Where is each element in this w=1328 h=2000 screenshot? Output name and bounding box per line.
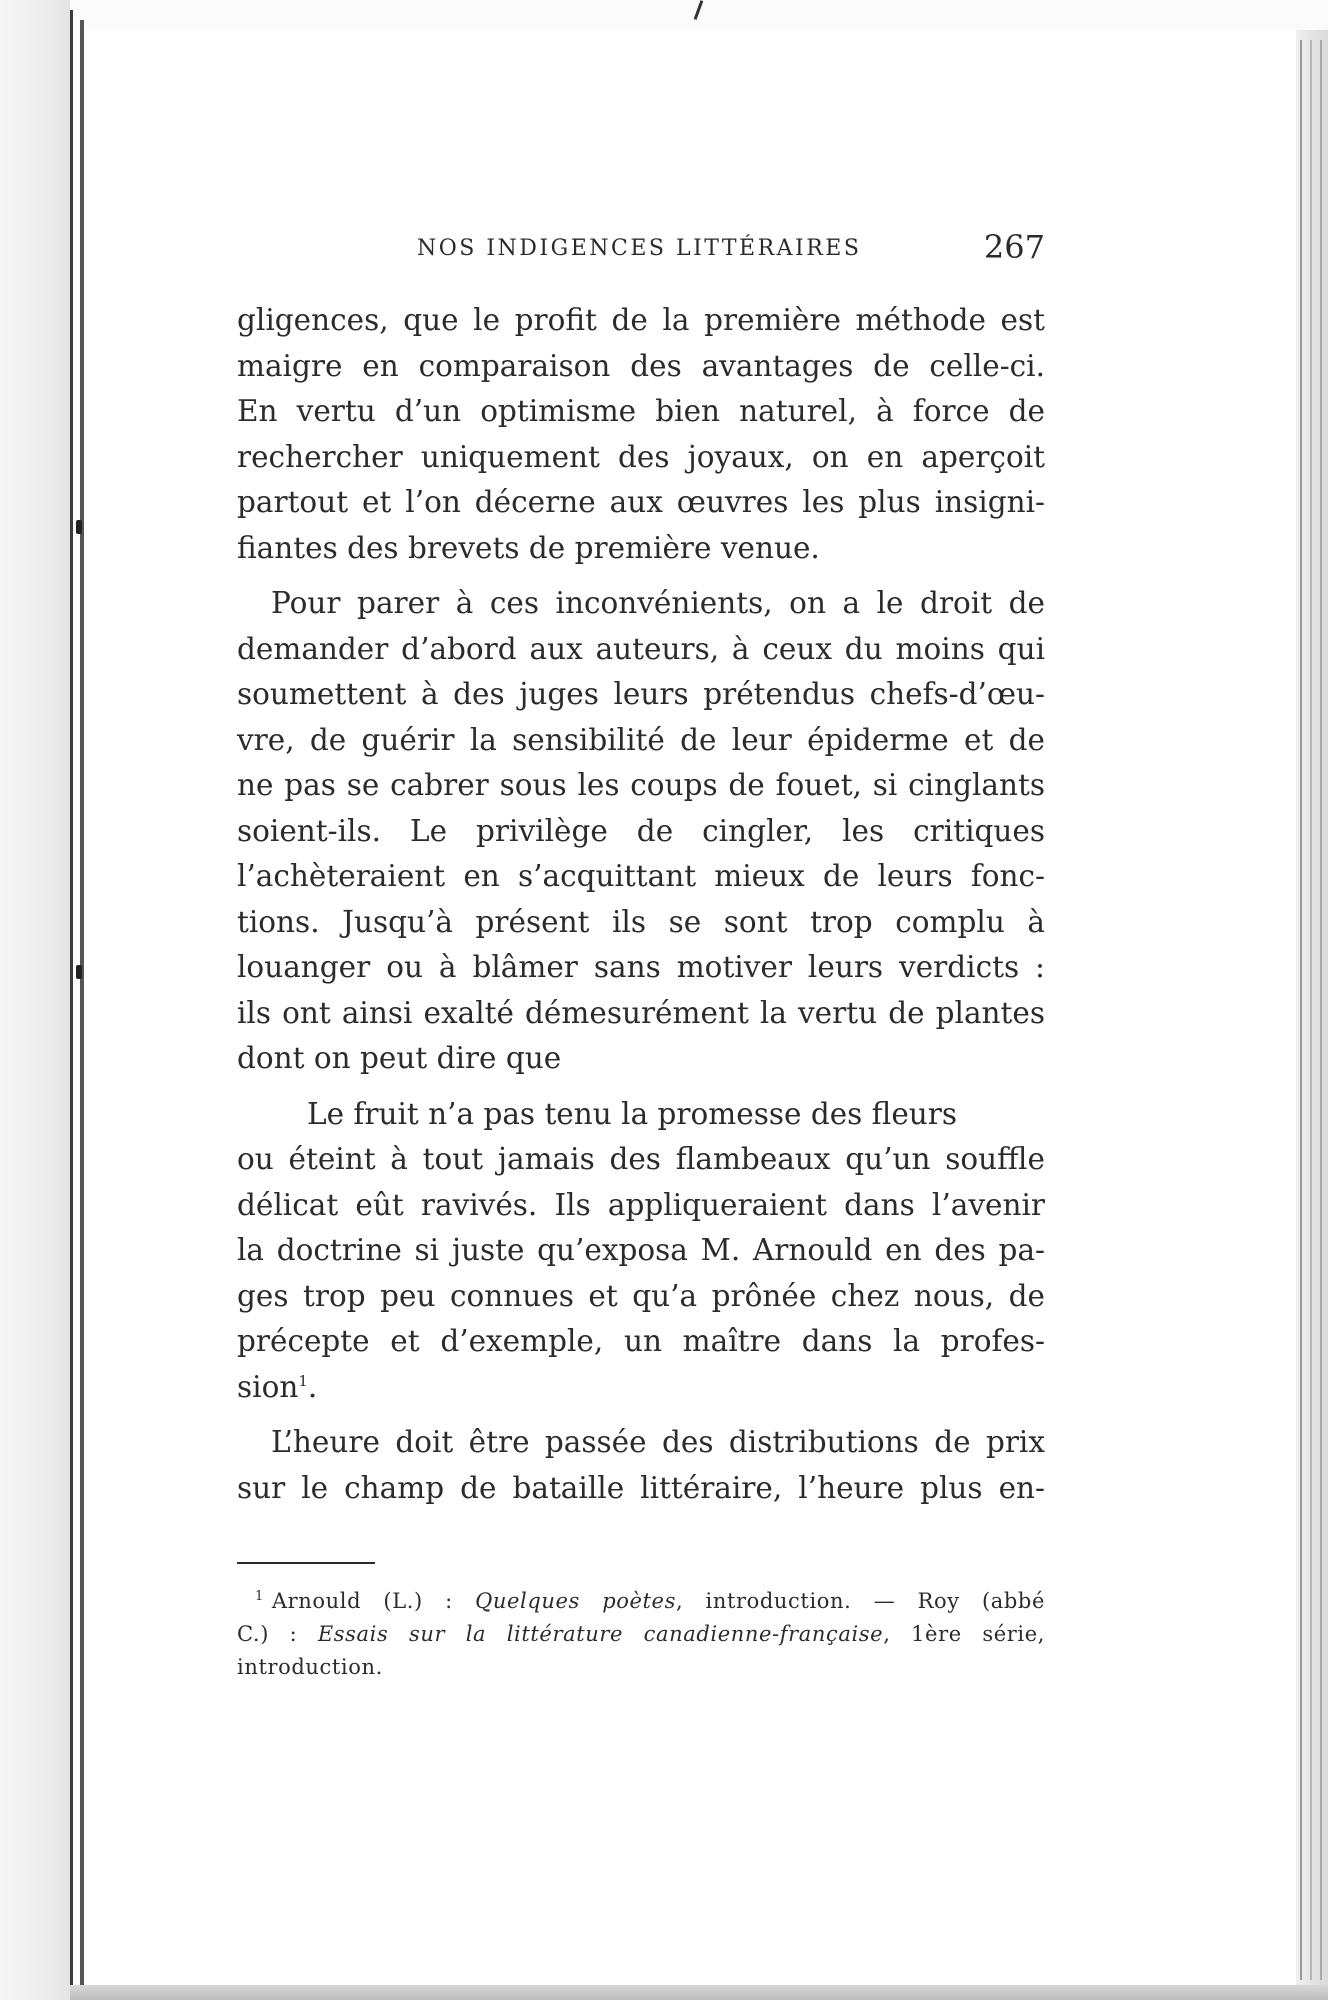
text-line: maigre en comparaison des avantages de celle-ci. [237,348,1045,383]
footnote-text: , introduction. — Roy (abbé [675,1589,1046,1613]
footnote-author: C.) : [237,1622,318,1646]
text-line: rechercher uniquement des joyaux, on en aperçoit [237,439,1045,474]
text-line: soient-ils. Le privilège de cingler, les critiques [237,813,1045,848]
text-line: l’achèteraient en s’acquittant mieux de leurs fonc- [237,859,1045,893]
text-line: gligences, que le profit de la première méthode est [237,303,1045,337]
binding-mark [76,520,82,534]
body-text [237,298,1045,1511]
text-line: fiantes des brevets de première venue. [237,530,820,565]
paragraph [237,581,1045,1082]
text-line: Pour parer à ces inconvénients, on a le droit de [271,586,1045,620]
text-line: ils ont ainsi exalté démesurément la vertu de plantes [237,995,1045,1030]
footnote-line [237,1618,1045,1651]
footnote-title: Essais sur la littérature canadienne-française [317,1622,884,1646]
text-line: ne pas se cabrer sous les coups de fouet, si cinglants [237,768,1045,802]
text-line: tions. Jusqu’à présent ils se sont trop complu à [237,904,1045,939]
verse-quotation: Le fruit n’a pas tenu la promesse des fleurs [307,1096,958,1131]
footnote-line [237,1580,1045,1618]
page-edge-line [1310,40,1312,1980]
footnote-title: Quelques poètes [475,1589,676,1613]
text-fragment: sion [237,1369,299,1404]
text-line: ges trop peu connues et qu’a prônée chez nous, de [237,1278,1045,1313]
footnote-reference: 1 [298,1371,308,1390]
text-line: En vertu d’un optimisme bien naturel, à force de [237,394,1045,428]
page-edge-line [1300,40,1302,1980]
text-fragment: . [307,1369,318,1404]
text-line: la doctrine si juste qu’exposa M. Arnould en des pa- [237,1233,1045,1267]
page-bottom-edge [70,1985,1328,2000]
footnote-text: , 1ère série, [883,1622,1045,1646]
text-line: louanger ou à blâmer sans motiver leurs verdicts : [237,950,1045,984]
text-line: délicat eût ravivés. Ils appliqueraient dans l’avenir [237,1187,1045,1222]
text-line: demander d’abord aux auteurs, à ceux du moins qui [237,631,1045,666]
footnote-author: Arnould (L.) : [271,1589,476,1613]
footnote-line: introduction. [237,1655,383,1679]
text-line: partout et l’on décerne aux œuvres les plus insigni- [237,485,1045,519]
text-line: soumettent à des juges leurs prétendus chefs-d’œu- [237,677,1045,711]
text-line: précepte et d’exemple, un maître dans la profes- [237,1324,1045,1358]
paragraph [237,1420,1045,1511]
text-line: vre, de guérir la sensibilité de leur épiderme et de [237,722,1045,757]
text-line: sur le champ de bataille littéraire, l’heure plus en- [237,1470,1045,1505]
paragraph [237,1137,1045,1410]
text-line: ou éteint à tout jamais des flambeaux qu’un souffle [237,1142,1045,1176]
binding-line [70,10,73,1985]
text-line: dont on peut dire que [237,1041,562,1075]
page-number: 267 [983,228,1045,266]
text-line: L’heure doit être passée des distributions de prix [271,1425,1045,1459]
footnote-marker: 1 [255,1589,264,1604]
facing-page-edge [0,0,70,2000]
text-line [237,1365,1045,1411]
running-head [237,228,1045,268]
footnote [237,1580,1045,1684]
binding-mark [76,965,82,979]
footnote-rule [237,1562,375,1564]
running-title: NOS INDIGENCES LITTÉRAIRES [417,236,862,261]
page-edge-line [1320,40,1322,1980]
paragraph [237,298,1045,571]
